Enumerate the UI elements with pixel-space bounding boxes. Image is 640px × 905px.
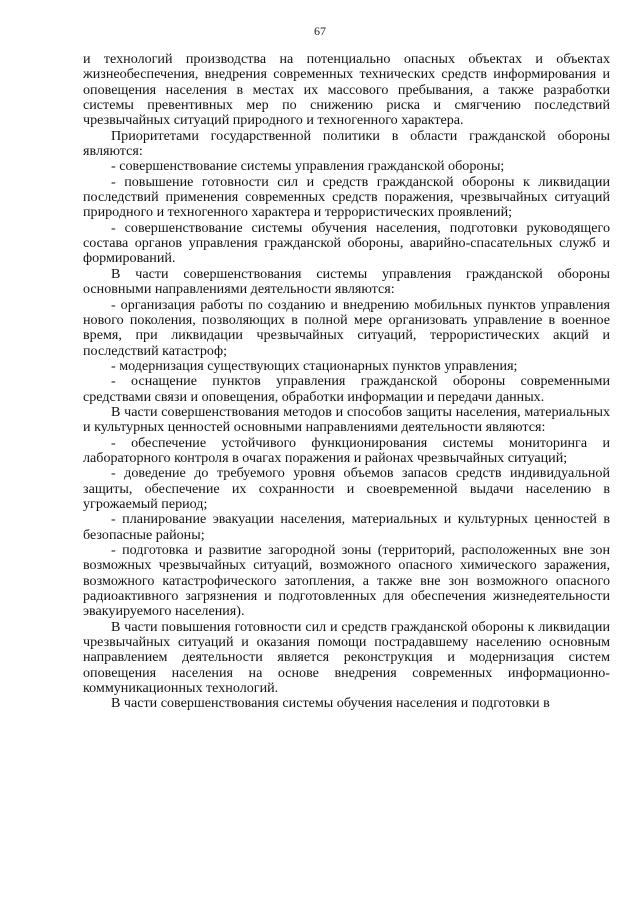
list-item: - повышение готовности сил и средств гражданской обороны к ликвидации последствий применения современных средств поражения, чрезвычайных ситуаций природного и техногенного характера и террористических проявлений; bbox=[83, 173, 610, 221]
list-item: - планирование эвакуации населения, материальных и культурных ценностей в безопасные районы; bbox=[83, 511, 610, 543]
list-item: - организация работы по созданию и внедрению мобильных пунктов управления нового поколения, позволяющих в полной мере организовать управление в военное время, при ликвидации чрезвычайных ситуаций, террористических акций и последствий катастроф; bbox=[83, 296, 610, 359]
paragraph: и технологий производства на потенциально опасных объектах и объектах жизнеобеспечения, внедрения современных технических средств информирования и оповещения населения в местах их массового пребывания, а также разработки системы превентивных мер по снижению риска и смягчению последствий чрезвычайных ситуаций природного и техногенного характера. bbox=[83, 51, 610, 129]
list-item: - подготовка и развитие загородной зоны (территорий, расположенных вне зон возможных чрезвычайных ситуаций, возможного опасного химического заражения, возможного катастрофического затопления, а также вне зон возможного опасного радиоактивного загрязнения и подготовленных для обеспечения жизнедеятельности эвакуируемого населения). bbox=[83, 542, 610, 620]
list-item: - модернизация существующих стационарных пунктов управления; bbox=[111, 357, 518, 374]
paragraph: Приоритетами государственной политики в области гражданской обороны являются: bbox=[83, 127, 610, 160]
paragraph: В части совершенствования системы обучения населения и подготовки в bbox=[111, 695, 550, 712]
list-item: - совершенствование системы обучения населения, подготовки руководящего состава органов управления гражданской обороны, аварийно-спасательных служб и формирований. bbox=[83, 219, 610, 267]
paragraph: В части совершенствования системы управления гражданской обороны основными направлениями деятельности являются: bbox=[83, 265, 610, 298]
list-item: - доведение до требуемого уровня объемов запасов средств индивидуальной защиты, обеспечение их сохранности и своевременной выдачи населению в угрожаемый период; bbox=[83, 465, 610, 512]
paragraph: В части совершенствования методов и способов защиты населения, материальных и культурных ценностей основными направлениями деятельности являются: bbox=[83, 403, 610, 436]
list-item: - обеспечение устойчивого функционирования системы мониторинга и лабораторного контроля в очагах поражения и районах чрезвычайных ситуаций; bbox=[83, 434, 610, 466]
paragraph: В части повышения готовности сил и средств гражданской обороны к ликвидации чрезвычайных ситуаций и оказания помощи пострадавшему населению основным направлением деятельности является реконструкция и модернизация систем оповещения населения на основе внедрения современных информационно-коммуникационных технологий. bbox=[83, 618, 610, 697]
document-body bbox=[83, 52, 610, 712]
page-number: 67 bbox=[314, 24, 326, 38]
list-item: - совершенствование системы управления гражданской обороны; bbox=[111, 158, 505, 175]
list-item: - оснащение пунктов управления гражданской обороны современными средствами связи и оповещения, обработки информации и передачи данных. bbox=[83, 373, 610, 405]
